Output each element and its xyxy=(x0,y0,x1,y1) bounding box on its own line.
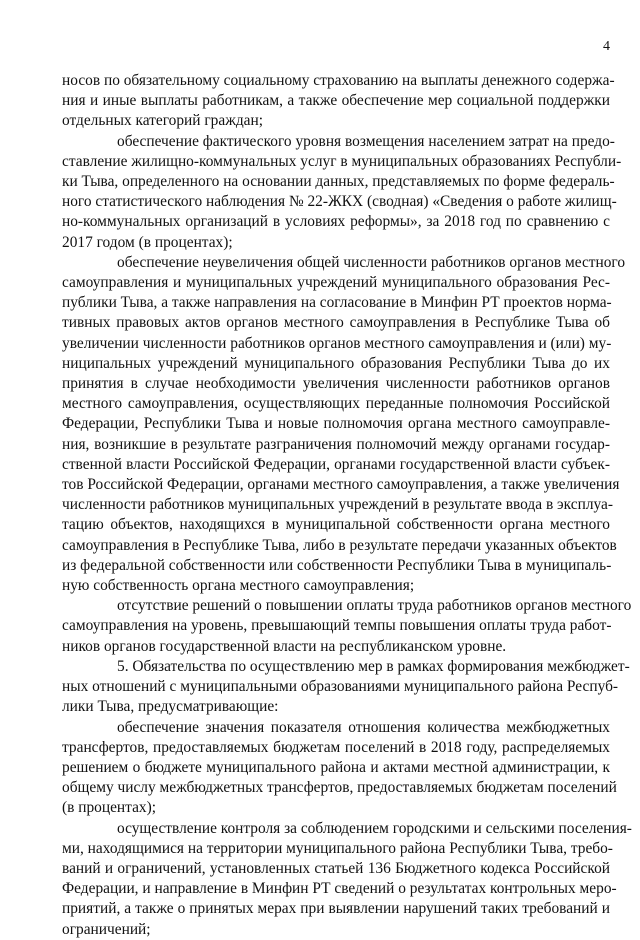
paragraph-3 xyxy=(62,253,626,596)
paragraph-line: 5. Обязательства по осуществлению мер в рамках формирования межбюджет- xyxy=(117,657,630,675)
paragraph-line: Федерации, Республики Тыва и новые полномочия органа местного самоуправле- xyxy=(62,415,610,433)
paragraph-line: ных отношений с муниципальными образованиями муниципального района Респуб- xyxy=(62,678,619,696)
paragraph-line: обеспечение значения показателя отношения количества межбюджетных xyxy=(117,718,610,736)
paragraph-line: ограничений; xyxy=(62,920,151,938)
paragraph-line: ную собственность органа местного самоуправления; xyxy=(62,577,415,595)
paragraph-line: обеспечение неувеличения общей численности работников органов местного xyxy=(117,253,626,271)
paragraph-line: но-коммунальных организаций в условиях реформы», за 2018 год по сравнению с xyxy=(62,213,610,231)
paragraph-line: численности работников муниципальных учреждений в результате ввода в эксплуа- xyxy=(62,496,613,514)
paragraph-line: 2017 годом (в процентах); xyxy=(62,233,233,251)
paragraph-line: из федеральной собственности или собственности Республики Тыва в муниципаль- xyxy=(62,556,612,574)
paragraph-line: носов по обязательному социальному страхованию на выплаты денежного содержа- xyxy=(62,72,615,89)
paragraph-line: самоуправления и муниципальных учреждений муниципального образования Рес- xyxy=(62,274,610,292)
paragraph-line: (в процентах); xyxy=(62,799,157,817)
paragraph-line: лики Тыва, предусматривающие: xyxy=(62,698,279,716)
paragraph-line: осуществление контроля за соблюдением городскими и сельскими поселения- xyxy=(117,819,632,837)
paragraph-line: обеспечение фактического уровня возмещения населением затрат на предо- xyxy=(117,132,615,150)
paragraph-line: ного статистического наблюдения № 22-ЖКХ (сводная) «Сведения о работе жилищ- xyxy=(62,193,617,211)
paragraph-line: принятия в случае необходимости увеличения численности работников органов xyxy=(62,375,610,393)
paragraph-line: местного самоуправления, осуществляющих переданные полномочия Российской xyxy=(62,395,610,413)
paragraph-line: публики Тыва, а также направления на согласование в Минфин РТ проектов норма- xyxy=(62,294,612,312)
page-number: 4 xyxy=(603,39,610,54)
paragraph-line: тивных правовых актов органов местного самоуправления в Республике Тыва об xyxy=(62,314,610,332)
paragraph-line: отсутствие решений о повышении оплаты труда работников органов местного xyxy=(117,597,632,615)
paragraph-line: самоуправления в Республике Тыва, либо в результате передачи указанных объектов xyxy=(62,536,617,554)
paragraph-line: тацию объектов, находящихся в муниципальной собственности органа местного xyxy=(62,516,610,534)
paragraph-line: ки Тыва, определенного на основании данных, представляемых по форме федераль- xyxy=(62,173,615,191)
paragraph-line: тов Российской Федерации, органами местного самоуправления, а также увеличения xyxy=(62,476,620,494)
paragraph-line: ставление жилищно-коммунальных услуг в муниципальных образованиях Республи- xyxy=(62,152,622,170)
paragraph-line: решением о бюджете муниципального района и актами местной администрации, к xyxy=(62,758,610,776)
paragraph-line: общему числу межбюджетных трансфертов, предоставляемых бюджетам поселений xyxy=(62,779,617,797)
paragraph-line: отдельных категорий граждан; xyxy=(62,112,264,130)
paragraph-4 xyxy=(62,596,632,657)
paragraph-line: приятий, а также о принятых мерах при выявлении нарушений таких требований и xyxy=(62,900,610,918)
paragraph-line: ниципальных учреждений муниципального образования Республики Тыва до их xyxy=(62,354,610,372)
paragraph-6 xyxy=(62,718,617,819)
paragraph-5 xyxy=(62,657,630,718)
paragraph-1 xyxy=(62,71,615,132)
paragraph-7 xyxy=(62,819,632,940)
paragraph-line: самоуправления на уровень, превышающий темпы повышения оплаты труда работ- xyxy=(62,617,612,635)
paragraph-2 xyxy=(62,132,622,253)
paragraph-line: ми, находящимися на территории муниципального района Республики Тыва, требо- xyxy=(62,839,613,857)
paragraph-line: ния и иные выплаты работникам, а также обеспечение мер социальной поддержки xyxy=(62,92,610,110)
paragraph-line: ния, возникшие в результате разграничения полномочий между органами государ- xyxy=(62,435,610,453)
paragraph-line: увеличении численности работников органов местного самоуправления и (или) му- xyxy=(62,334,612,352)
document-body xyxy=(62,71,632,940)
paragraph-line: ников органов государственной власти на республиканском уровне. xyxy=(62,637,507,655)
paragraph-line: ственной власти Российской Федерации, органами государственной власти субъек- xyxy=(62,455,610,473)
paragraph-line: трансфертов, предоставляемых бюджетам поселений в 2018 году, распределяемых xyxy=(62,738,610,756)
paragraph-line: ваний и ограничений, установленных статьей 136 Бюджетного кодекса Российской xyxy=(62,859,610,877)
paragraph-line: Федерации, и направление в Минфин РТ сведений о результатах контрольных меро- xyxy=(62,880,617,898)
